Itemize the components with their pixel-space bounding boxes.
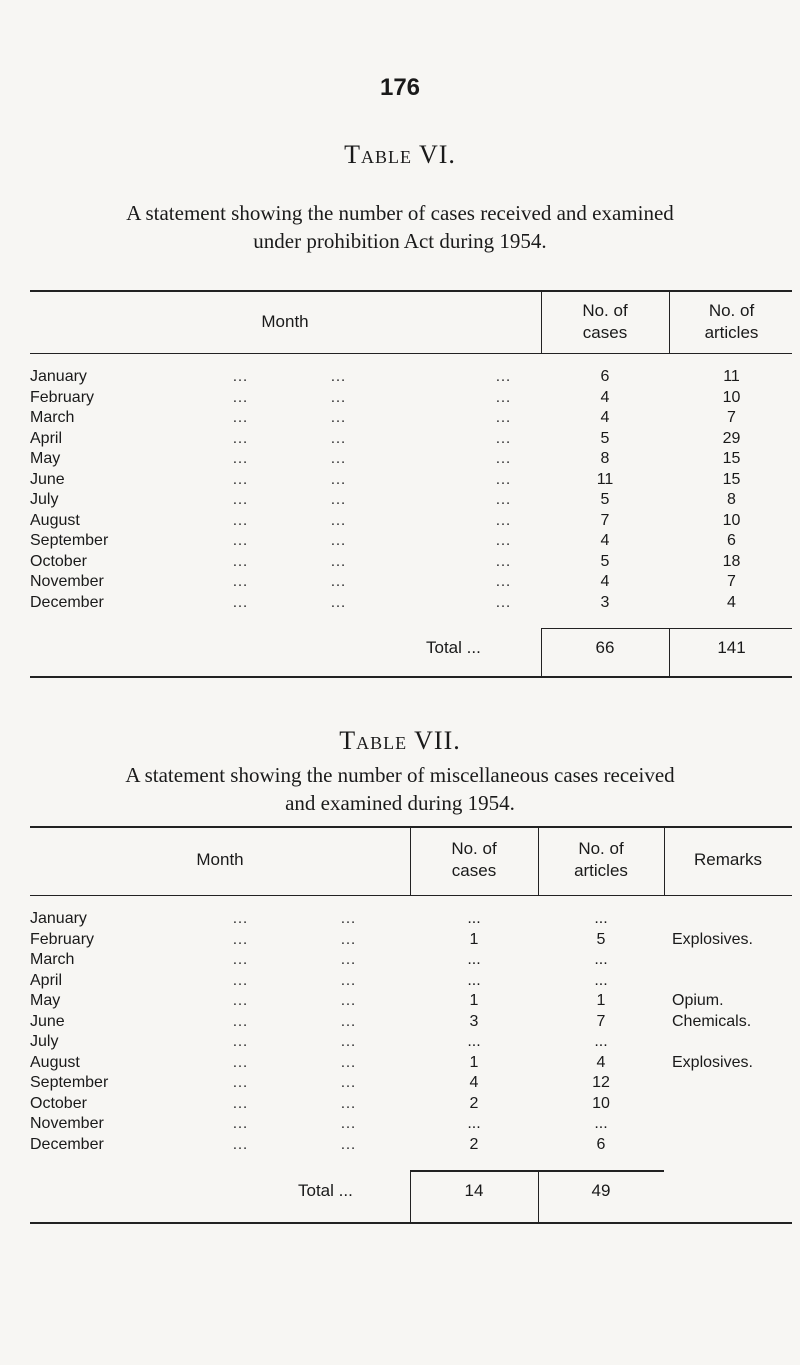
table6-bottom-rule xyxy=(30,676,792,678)
remarks-cell: Chemicals. xyxy=(672,1012,752,1030)
table-row xyxy=(0,1095,800,1116)
cases-cell: 1 xyxy=(469,930,479,948)
leader-dots: … xyxy=(495,450,512,467)
table-row xyxy=(0,430,800,451)
cases-cell: 6 xyxy=(600,368,610,385)
leader-dots: … xyxy=(340,992,357,1009)
cases-cell: 4 xyxy=(600,409,610,426)
table-row xyxy=(0,532,800,553)
month-cell: May xyxy=(30,450,61,467)
articles-cell: 4 xyxy=(596,1053,606,1071)
month-cell: June xyxy=(30,470,65,488)
month-cell: October xyxy=(30,1094,87,1112)
leader-dots: … xyxy=(340,930,357,948)
cases-cell: 2 xyxy=(469,1135,479,1153)
cases-cell: 8 xyxy=(600,450,610,467)
table7-title: Table VII. xyxy=(339,726,461,755)
table6-header-articles: No. of articles xyxy=(704,301,759,342)
table7-header-articles: No. of articles xyxy=(574,839,628,880)
table-row xyxy=(0,910,800,931)
leader-dots: … xyxy=(495,573,512,590)
month-cell: January xyxy=(30,910,87,927)
leader-dots: … xyxy=(330,593,347,611)
articles-cell: 7 xyxy=(596,1012,606,1030)
leader-dots: … xyxy=(232,1053,249,1071)
table-row xyxy=(0,1013,800,1034)
month-cell: February xyxy=(30,388,95,406)
cases-cell: 3 xyxy=(469,1012,479,1030)
cases-cell: 1 xyxy=(469,1053,479,1071)
leader-dots: … xyxy=(232,951,249,968)
leader-dots: … xyxy=(330,409,347,426)
leader-dots: … xyxy=(232,573,249,590)
leader-dots: … xyxy=(495,593,512,611)
leader-dots: … xyxy=(232,532,249,549)
leader-dots: … xyxy=(330,470,347,488)
leader-dots: … xyxy=(232,429,249,447)
month-cell: September xyxy=(30,1074,109,1091)
leader-dots: … xyxy=(330,450,347,467)
articles-cell: 10 xyxy=(722,511,741,529)
table6-caption-line2: under prohibition Act during 1954. xyxy=(253,229,547,253)
leader-dots: … xyxy=(232,552,249,570)
articles-cell: ... xyxy=(594,1115,608,1132)
cases-cell: ... xyxy=(467,971,481,989)
articles-cell: 18 xyxy=(722,552,741,570)
articles-cell: ... xyxy=(594,951,608,968)
leader-dots: … xyxy=(232,450,249,467)
leader-dots: … xyxy=(232,470,249,488)
cases-cell: ... xyxy=(467,1033,481,1050)
cases-cell: 2 xyxy=(469,1094,479,1112)
leader-dots: … xyxy=(340,1053,357,1071)
table-row xyxy=(0,1074,800,1095)
table-row xyxy=(0,931,800,952)
table7-total-rule xyxy=(410,1170,664,1172)
leader-dots: … xyxy=(232,1115,249,1132)
table-row xyxy=(0,491,800,512)
leader-dots: … xyxy=(495,429,512,447)
table7-top-rule xyxy=(30,826,792,828)
month-cell: September xyxy=(30,532,109,549)
articles-cell: 7 xyxy=(727,573,736,590)
leader-dots: … xyxy=(232,1012,249,1030)
leader-dots: … xyxy=(232,971,249,989)
leader-dots: … xyxy=(340,1033,357,1050)
table-row xyxy=(0,1033,800,1054)
month-cell: July xyxy=(30,491,59,508)
table6-header-cases: No. of cases xyxy=(582,301,628,342)
table-row xyxy=(0,992,800,1013)
cases-cell: 5 xyxy=(600,491,610,508)
leader-dots: … xyxy=(495,552,512,570)
articles-cell: 1 xyxy=(596,992,606,1009)
table6-rows xyxy=(0,368,800,614)
articles-cell: 15 xyxy=(722,450,741,467)
cases-cell: ... xyxy=(467,951,481,968)
leader-dots: … xyxy=(495,368,512,385)
leader-dots: … xyxy=(232,930,249,948)
leader-dots: … xyxy=(232,388,249,406)
remarks-cell: Explosives. xyxy=(672,930,753,948)
month-cell: November xyxy=(30,573,104,590)
table7-header-cases: No. of cases xyxy=(451,839,497,880)
leader-dots: … xyxy=(340,971,357,989)
articles-cell: ... xyxy=(594,910,608,927)
articles-cell: 10 xyxy=(592,1094,610,1112)
month-cell: July xyxy=(30,1033,59,1050)
leader-dots: … xyxy=(330,532,347,549)
articles-cell: ... xyxy=(594,1033,608,1050)
table7-header-remarks: Remarks xyxy=(693,850,762,869)
month-cell: December xyxy=(30,593,104,611)
month-cell: November xyxy=(30,1115,104,1132)
leader-dots: … xyxy=(340,1115,357,1132)
leader-dots: … xyxy=(232,1033,249,1050)
leader-dots: … xyxy=(330,429,347,447)
leader-dots: … xyxy=(330,388,347,406)
articles-cell: 15 xyxy=(722,470,741,488)
table-row xyxy=(0,573,800,594)
table-row xyxy=(0,368,800,389)
leader-dots: … xyxy=(495,470,512,488)
table6-top-rule xyxy=(30,290,792,292)
month-cell: April xyxy=(30,429,63,447)
articles-cell: 5 xyxy=(596,930,606,948)
leader-dots: … xyxy=(340,951,357,968)
month-cell: May xyxy=(30,992,61,1009)
month-cell: February xyxy=(30,930,95,948)
remarks-cell: Explosives. xyxy=(672,1053,753,1071)
articles-cell: 11 xyxy=(723,368,740,385)
table7-header-month: Month xyxy=(196,850,244,869)
month-cell: December xyxy=(30,1135,104,1153)
cases-cell: ... xyxy=(467,910,481,927)
table6-total-label: Total ... xyxy=(426,638,481,657)
table-row xyxy=(0,1054,800,1075)
leader-dots: … xyxy=(232,910,249,927)
month-cell: March xyxy=(30,409,75,426)
leader-dots: … xyxy=(330,491,347,508)
leader-dots: … xyxy=(330,511,347,529)
table7-total-cases: 14 xyxy=(464,1181,484,1200)
leader-dots: … xyxy=(340,1135,357,1153)
table6-total-rule-right xyxy=(669,628,792,629)
table6-header-rule xyxy=(30,353,792,354)
table-row xyxy=(0,409,800,430)
table-row xyxy=(0,471,800,492)
leader-dots: … xyxy=(495,409,512,426)
cases-cell: 4 xyxy=(600,532,610,549)
leader-dots: … xyxy=(232,511,249,529)
table-row xyxy=(0,553,800,574)
table7-total-articles: 49 xyxy=(591,1181,611,1200)
month-cell: August xyxy=(30,511,80,529)
table-row xyxy=(0,389,800,410)
table7-bottom-rule xyxy=(30,1222,792,1224)
leader-dots: … xyxy=(232,368,249,385)
leader-dots: … xyxy=(495,532,512,549)
articles-cell: 10 xyxy=(722,388,741,406)
table7-total-label: Total ... xyxy=(298,1181,353,1200)
month-cell: October xyxy=(30,552,87,570)
articles-cell: ... xyxy=(594,971,608,989)
leader-dots: … xyxy=(232,1074,249,1091)
month-cell: April xyxy=(30,971,63,989)
remarks-cell: Opium. xyxy=(672,992,724,1009)
cases-cell: 4 xyxy=(600,573,610,590)
leader-dots: … xyxy=(232,1135,249,1153)
leader-dots: … xyxy=(330,552,347,570)
table7-rows xyxy=(0,910,800,1156)
table6-total-cases: 66 xyxy=(595,638,615,657)
leader-dots: … xyxy=(340,1094,357,1112)
leader-dots: … xyxy=(495,511,512,529)
table-row xyxy=(0,450,800,471)
cases-cell: 1 xyxy=(469,992,479,1009)
cases-cell: 3 xyxy=(600,593,610,611)
table-row xyxy=(0,972,800,993)
table6-caption-line1: A statement showing the number of cases received and examined xyxy=(126,201,674,225)
table-row xyxy=(0,951,800,972)
articles-cell: 12 xyxy=(592,1074,610,1091)
leader-dots: … xyxy=(232,1094,249,1112)
page-number: 176 xyxy=(379,74,421,101)
leader-dots: … xyxy=(495,491,512,508)
leader-dots: … xyxy=(232,491,249,508)
leader-dots: … xyxy=(330,573,347,590)
cases-cell: 11 xyxy=(596,470,614,488)
table-row xyxy=(0,1115,800,1136)
month-cell: August xyxy=(30,1053,80,1071)
table7-caption-line1: A statement showing the number of miscellaneous cases received xyxy=(125,763,675,787)
leader-dots: … xyxy=(340,1012,357,1030)
cases-cell: ... xyxy=(467,1115,481,1132)
articles-cell: 4 xyxy=(727,593,736,611)
articles-cell: 6 xyxy=(727,532,736,549)
table7-header-rule xyxy=(30,895,792,896)
table6-title: Table VI. xyxy=(344,140,456,169)
articles-cell: 8 xyxy=(727,491,736,508)
table7-caption-line2: and examined during 1954. xyxy=(285,791,515,815)
leader-dots: … xyxy=(232,593,249,611)
table6-total-articles: 141 xyxy=(717,638,746,657)
articles-cell: 7 xyxy=(727,409,736,426)
month-cell: January xyxy=(30,368,87,385)
cases-cell: 4 xyxy=(600,388,610,406)
cases-cell: 4 xyxy=(469,1074,479,1091)
leader-dots: … xyxy=(340,1074,357,1091)
articles-cell: 6 xyxy=(596,1135,606,1153)
table6-total-rule-left xyxy=(541,628,669,629)
cases-cell: 7 xyxy=(600,511,610,529)
articles-cell: 29 xyxy=(722,429,741,447)
leader-dots: … xyxy=(340,910,357,927)
cases-cell: 5 xyxy=(600,429,610,447)
month-cell: June xyxy=(30,1012,65,1030)
cases-cell: 5 xyxy=(600,552,610,570)
leader-dots: … xyxy=(495,388,512,406)
table-row xyxy=(0,1136,800,1157)
table-row xyxy=(0,594,800,615)
month-cell: March xyxy=(30,951,75,968)
table6-header-month: Month xyxy=(261,312,309,331)
leader-dots: … xyxy=(232,409,249,426)
leader-dots: … xyxy=(232,992,249,1009)
table-row xyxy=(0,512,800,533)
leader-dots: … xyxy=(330,368,347,385)
